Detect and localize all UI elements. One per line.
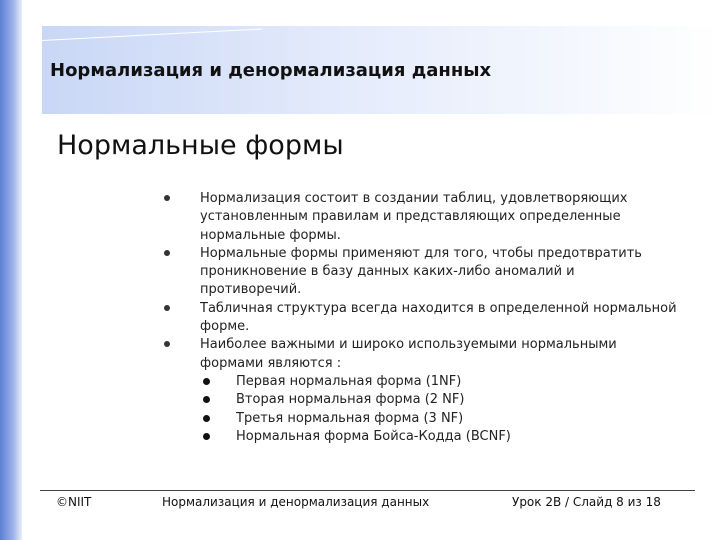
sub-bullet-dot-icon xyxy=(203,433,210,440)
left-decorative-bar xyxy=(0,0,22,540)
sub-bullet-text: Третья нормальная форма (3 NF) xyxy=(236,410,464,426)
sub-bullet-text: Вторая нормальная форма (2 NF) xyxy=(236,392,465,408)
sub-bullet-dot-icon xyxy=(203,378,210,385)
footer-slide-info: Урок 2B / Слайд 8 из 18 xyxy=(512,495,661,509)
footer-course-title: Нормализация и денормализация данных xyxy=(162,495,430,509)
slide-title: Нормальные формы xyxy=(57,130,344,161)
header-decorative-line xyxy=(42,28,262,42)
sub-bullet-text: Нормальная форма Бойса-Кодда (BCNF) xyxy=(236,428,511,444)
bullet-text: Нормальные формы применяют для того, чтобы предотвратить проникновение в базу данных каких-либо аномалий и противоречий. xyxy=(200,245,642,298)
bullet-text: Наиболее важными и широко используемыми нормальными формами являются : xyxy=(200,337,617,371)
bullet-dot-icon xyxy=(164,195,170,201)
header-title: Нормализация и денормализация данных xyxy=(50,60,492,81)
bullet-item xyxy=(160,245,680,300)
footer-copyright: ©NIIT xyxy=(56,495,92,509)
bullet-list xyxy=(160,190,680,446)
bullet-text: Табличная структура всегда находится в определенной нормальной форме. xyxy=(200,300,677,335)
sub-bullet-dot-icon xyxy=(203,396,210,403)
sub-bullet-dot-icon xyxy=(203,415,210,422)
bullet-dot-icon xyxy=(164,341,170,347)
sub-bullet-text: Первая нормальная форма (1NF) xyxy=(236,373,462,389)
sub-bullet-item xyxy=(200,410,680,428)
bullet-item xyxy=(160,336,680,446)
bullet-text: Нормализация состоит в создании таблиц, удовлетворяющих установленным правилам и представляющих определенные нормальные формы. xyxy=(200,191,628,243)
footer-divider xyxy=(40,490,695,491)
bullet-dot-icon xyxy=(164,250,170,256)
sub-bullet-list xyxy=(200,373,680,446)
sub-bullet-item xyxy=(200,373,680,391)
sub-bullet-item xyxy=(200,391,680,409)
bullet-item xyxy=(160,300,680,337)
bullet-dot-icon xyxy=(164,305,170,311)
bullet-item xyxy=(160,190,680,245)
sub-bullet-item xyxy=(200,428,680,446)
